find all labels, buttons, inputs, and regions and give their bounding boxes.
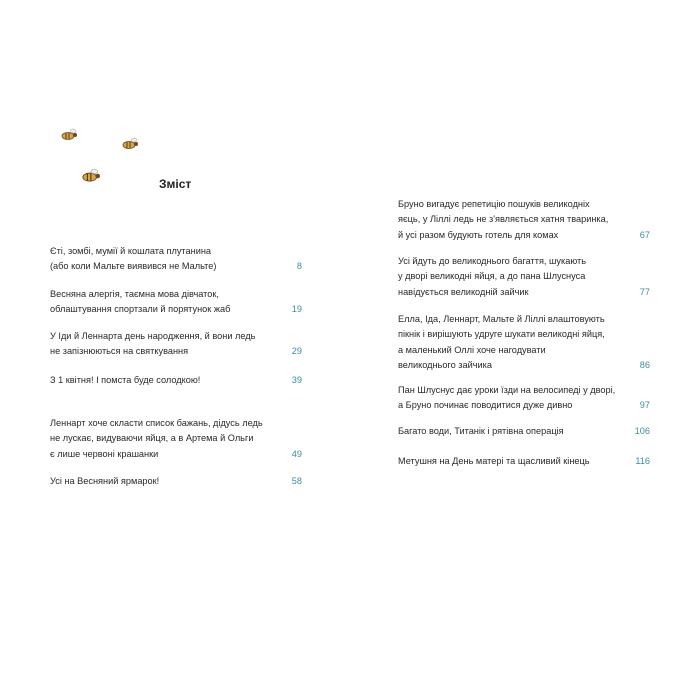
toc-entry[interactable]: [50, 244, 302, 275]
contents-title: Зміст: [159, 177, 192, 191]
chapter-title: Багато води, Титанік і рятівна операція: [398, 426, 564, 436]
chapter-title: З 1 квітня! І помста буде солодкою!: [50, 375, 201, 385]
page-number: 86: [639, 359, 650, 370]
toc-entry[interactable]: [398, 197, 650, 243]
toc-entry[interactable]: [398, 383, 650, 414]
bee-illustration: [80, 168, 104, 184]
toc-entry[interactable]: [398, 454, 650, 469]
page-number: 106: [634, 426, 650, 436]
page-number: 97: [639, 400, 650, 411]
toc-entry[interactable]: [50, 474, 302, 489]
page-number: 29: [291, 346, 302, 357]
toc-entry[interactable]: [50, 329, 302, 360]
bee-illustration: [60, 128, 80, 142]
toc-entry[interactable]: [398, 254, 650, 300]
toc-entry[interactable]: [50, 416, 302, 462]
chapter-title: Усі на Весняний ярмарок!: [50, 476, 160, 486]
chapter-title: Бруно вигадує репетицію пошуків великодніх яєць, у Ліллі ледь не з'являється хатня тваринка, й усі разом будують готель для комах: [398, 199, 609, 240]
page-number: 49: [291, 448, 302, 459]
chapter-title: У Іди й Леннарта день народження, й вони ледь не запізнюються на святкування: [50, 331, 256, 357]
page-number: 19: [291, 304, 302, 315]
chapter-title: Пан Шлуснус дає уроки їзди на велосипеді у дворі, а Бруно починає поводитися дуже дивно: [398, 385, 616, 411]
chapter-title: Елла, Іда, Леннарт, Мальте й Ліллі влаштовують пікнік і вирішують удруге шукати великодні яйця, а маленький Оллі хоче нагодувати великоднього зайчика: [398, 314, 605, 370]
toc-entry[interactable]: [398, 424, 650, 439]
chapter-title: Весняна алергія, таємна мова дівчаток, облаштування спортзали й порятунок жаб: [50, 289, 231, 315]
page-number: 116: [635, 456, 650, 466]
toc-entry[interactable]: [398, 312, 650, 373]
toc-entry[interactable]: [50, 287, 302, 318]
page-number: 67: [639, 229, 650, 240]
page-number: 39: [291, 375, 302, 385]
chapter-title: Леннарт хоче скласти список бажань, дідусь ледь не лускає, видуваючи яйця, а в Артема й Ольги є лише червоні крашанки: [50, 418, 263, 459]
page-number: 8: [296, 261, 302, 272]
chapter-title: Єті, зомбі, мумії й кошлата плутанина (або коли Мальте виявився не Мальте): [50, 246, 217, 272]
page-number: 77: [639, 286, 650, 297]
page-number: 58: [291, 476, 302, 486]
toc-entry[interactable]: [50, 373, 302, 388]
chapter-title: Метушня на День матері та щасливий кінець: [398, 456, 590, 466]
bee-illustration: [121, 137, 141, 151]
chapter-title: Усі йдуть до великоднього багаття, шукають у дворі великодні яйця, а до пана Шлуснуса навідується великодній зайчик: [398, 256, 587, 297]
